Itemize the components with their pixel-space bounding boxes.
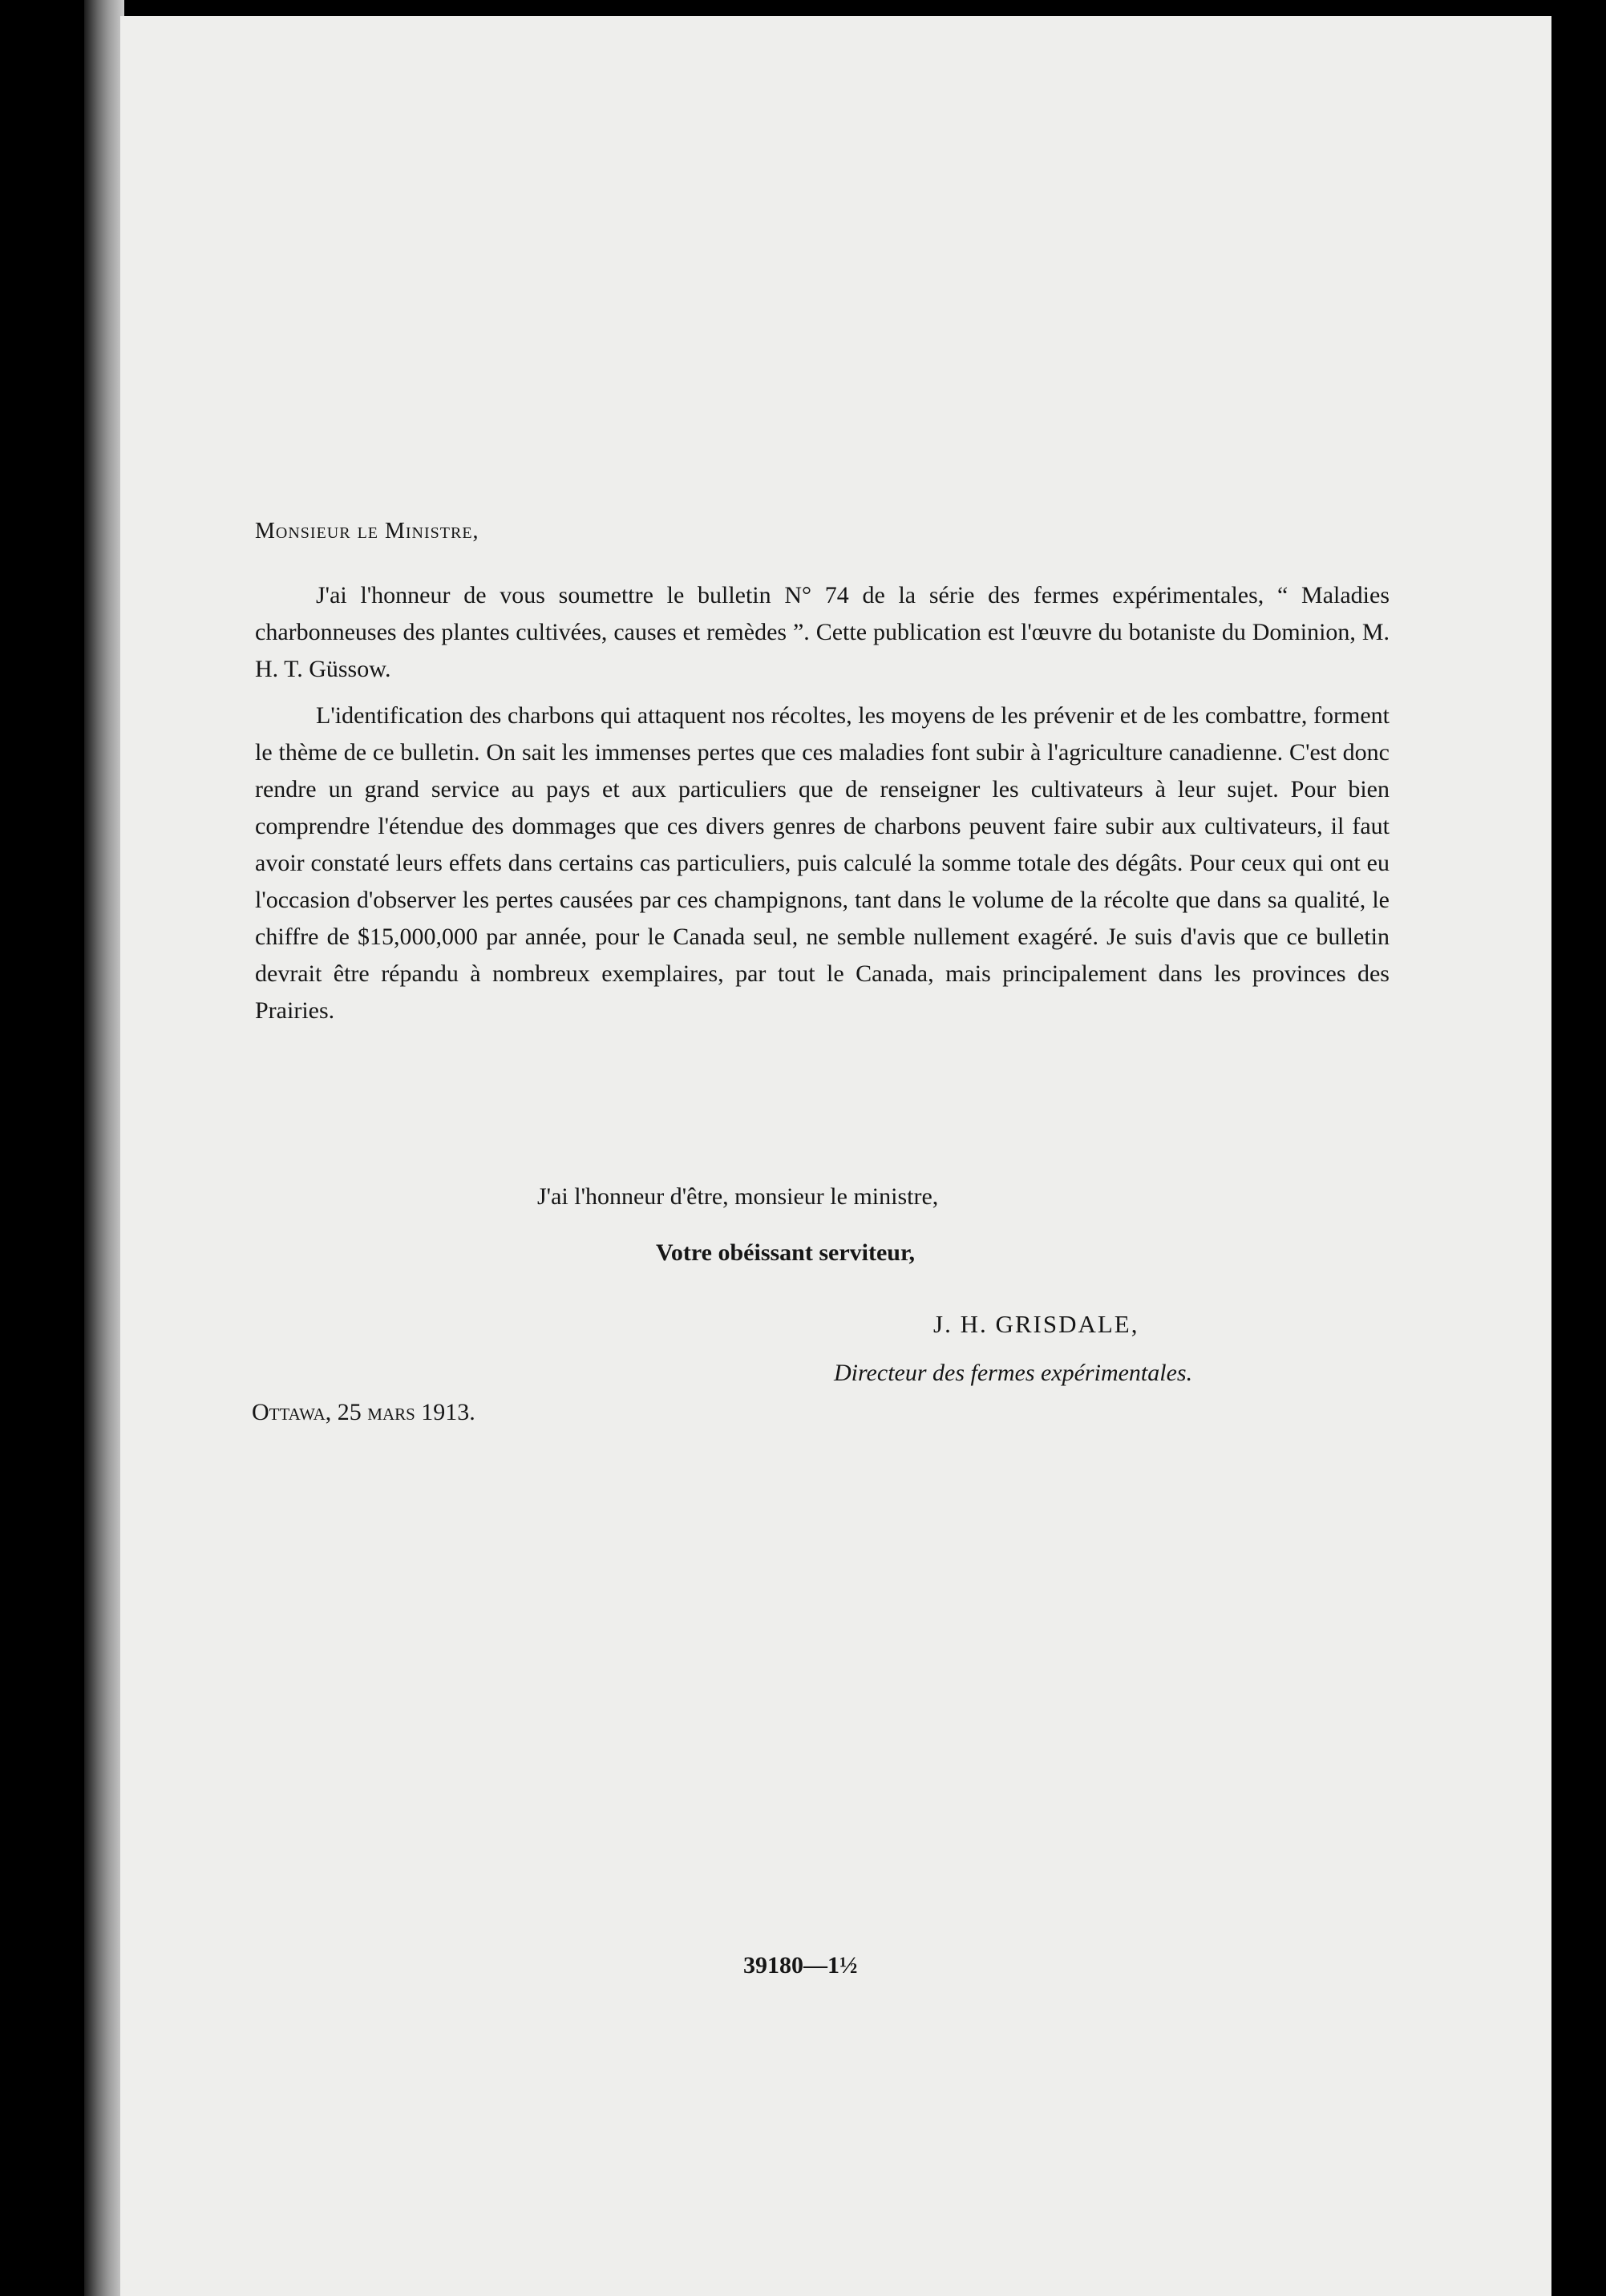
paragraph-2: L'identification des charbons qui attaquent nos récoltes, les moyens de les prévenir et de les combattre, forment le thème de ce bulletin. On sait les immenses pertes que ces maladies font subir à l'agriculture canadienne. C'est donc rendre un grand service au pays et aux particuliers que de renseigner les cultivateurs à leur sujet. Pour bien comprendre l'étendue des dommages que ces divers genres de charbons peuvent faire subir aux cultivateurs, il faut avoir constaté leurs effets dans certains cas particuliers, puis calculé la somme totale des dégâts. Pour ceux qui ont eu l'occasion d'observer les pertes causées par ces champignons, tant dans le volume de la récolte que dans sa qualité, le chiffre de $15,000,000 par année, pour le Canada seul, ne semble nullement exagéré. Je suis d'avis que ce bulletin devrait être répandu à nombreux exemplaires, par tout le Canada, mais principalement dans les provinces des Prairies. [255, 702, 1390, 1024]
salutation: Monsieur le Ministre, [255, 519, 479, 544]
signer-title: Directeur des fermes expérimentales. [834, 1360, 1193, 1386]
signer-name: J. H. GRISDALE, [933, 1310, 1139, 1338]
complimentary-close: Votre obéissant serviteur, [656, 1239, 916, 1266]
letter-body [255, 513, 1390, 1039]
paragraph-1: J'ai l'honneur de vous soumettre le bulletin N° 74 de la série des fermes expérimentales, “ Maladies charbonneuses des plantes cultivées, causes et remèdes ”. Cette publication est l'œuvre du botaniste du Dominion, M. H. T. Güssow. [255, 582, 1390, 682]
book-spine-shadow [84, 0, 124, 2296]
place-date: Ottawa, 25 mars 1913. [252, 1399, 475, 1425]
print-code: 39180—1½ [743, 1952, 858, 1979]
page-edge-dark [1551, 16, 1606, 2296]
closing-line: J'ai l'honneur d'être, monsieur le ministre, [537, 1183, 939, 1210]
